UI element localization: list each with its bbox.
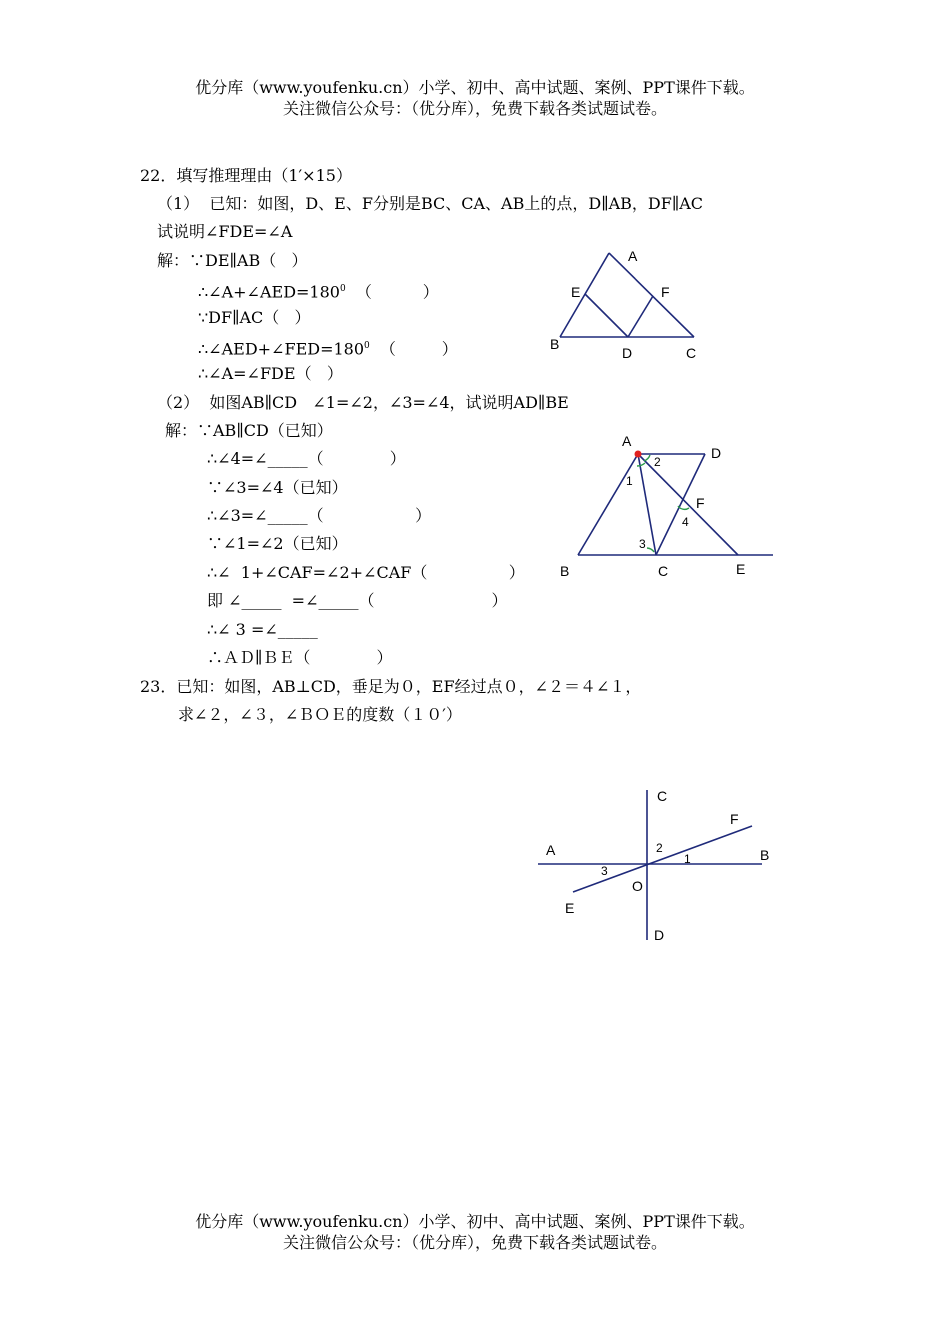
q22-part2-step-1: 解：∵AB∥CD（已知）	[165, 421, 333, 440]
q22-part1-step-4: $\therefore\angle AED+\angle FED=180^0$ （ ）	[198, 339, 458, 359]
fig1-label-E: E	[571, 284, 581, 300]
fig3-label-A: A	[546, 842, 556, 858]
q22-figure-2	[550, 428, 780, 588]
fig1-label-D: D	[622, 345, 633, 361]
fig3-angle-3: 3	[601, 864, 608, 878]
q22-part1-step-2: $\therefore\angle A+\angle AED=180^0$ （ ）	[198, 282, 439, 302]
fig2-label-A: A	[622, 433, 632, 449]
fig2-label-F: F	[696, 495, 705, 511]
q23-figure	[530, 780, 790, 950]
q22-part2-step-4: ∴∠3=∠_____（ ）	[207, 506, 432, 525]
fig3-angle-1: 1	[684, 852, 691, 866]
fig2-angle-2: 2	[654, 455, 661, 469]
q22-part1-step-3: ∵DF∥AC（ ）	[198, 308, 311, 327]
point-A-marker	[635, 451, 642, 458]
q22-part2-step-5: ∵∠1=∠2（已知）	[207, 534, 348, 553]
header-line-1: 优分库（www.youfenku.cn）小学、初中、高中试题、案例、PPT课件下载。	[195, 78, 755, 97]
header-line-2: 关注微信公众号：（优分库），免费下载各类试题试卷。	[282, 99, 667, 118]
q22-part1-given: （1） 已知：如图，D、E、F分别是BC、CA、AB上的点，D∥AB，DF∥AC	[157, 194, 704, 213]
fig3-label-B: B	[760, 847, 770, 863]
q22-part2-given: （2） 如图AB∥CD ∠1=∠2，∠3=∠4，试说明AD∥BE	[157, 393, 569, 412]
q22-part2-step-7: 即 ∠_____ =∠_____（ ）	[207, 591, 508, 610]
fig1-label-C: C	[686, 345, 697, 361]
q22-part2-step-9: ∴ＡＤ∥ＢＥ（ ）	[207, 648, 393, 667]
q22-part1-prove: 试说明∠FDE=∠A	[157, 222, 293, 241]
q22-part2-step-3: ∵∠3=∠4（已知）	[207, 478, 348, 497]
q22-part1-step-5: ∴∠A=∠FDE（ ）	[198, 364, 343, 383]
footer-line-1: 优分库（www.youfenku.cn）小学、初中、高中试题、案例、PPT课件下载。	[195, 1212, 755, 1231]
fig3-label-E: E	[565, 900, 575, 916]
q22-part1-step-1: 解：∵DE∥AB（ ）	[157, 251, 308, 270]
fig1-label-B: B	[550, 336, 560, 352]
q22-part2-step-6: ∴∠ 1+∠CAF=∠2+∠CAF（ ）	[207, 563, 525, 582]
q22-part2-step-2: ∴∠4=∠_____（ ）	[207, 449, 406, 468]
q22-part2-step-8: ∴∠ 3 =∠_____	[207, 620, 318, 639]
fig3-angle-2: 2	[656, 841, 663, 855]
q23-find: 求∠２，∠３，∠ＢＯＥ的度数（１０′）	[178, 705, 462, 724]
fig3-label-C: C	[657, 788, 668, 804]
fig2-label-C: C	[658, 563, 669, 579]
fig3-label-F: F	[730, 811, 739, 827]
q22-title: 22．填写推理理由（1′×15）	[140, 166, 352, 185]
fig1-label-F: F	[661, 284, 670, 300]
fig3-label-D: D	[654, 927, 665, 943]
q22-figure-1	[540, 240, 720, 370]
fig2-angle-3: 3	[639, 537, 646, 551]
fig2-angle-4: 4	[682, 515, 689, 529]
fig2-label-E: E	[736, 561, 746, 577]
q23-given: 23．已知：如图，AB⊥CD，垂足为０，EF经过点０，∠２＝４∠１，	[140, 677, 642, 696]
fig2-label-D: D	[711, 445, 722, 461]
fig2-label-B: B	[560, 563, 570, 579]
fig2-angle-1: 1	[626, 474, 633, 488]
footer-line-2: 关注微信公众号：（优分库），免费下载各类试题试卷。	[282, 1233, 667, 1252]
fig1-label-A: A	[628, 248, 638, 264]
fig3-label-O: O	[632, 878, 643, 894]
